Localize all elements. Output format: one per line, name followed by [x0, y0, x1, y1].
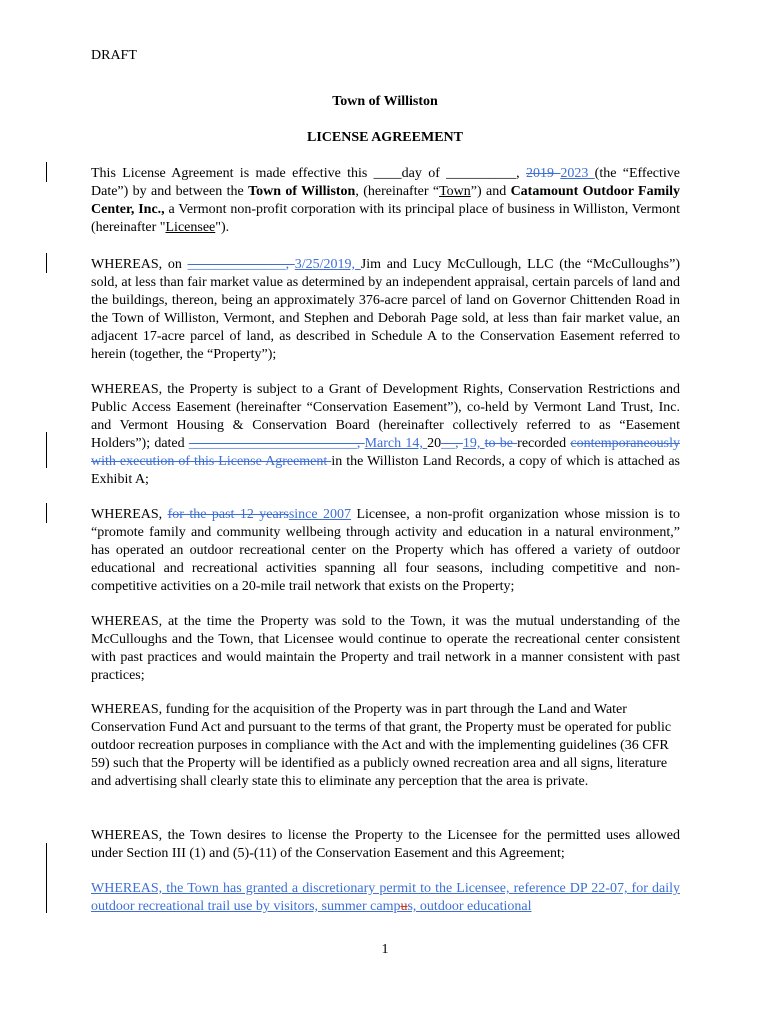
agreement-title: LICENSE AGREEMENT — [307, 130, 463, 145]
whereas-funding-paragraph: WHEREAS, funding for the acquisition of the Property was in part through the Land and Water Conservation Fund Act and pursuant to the terms of that grant, the Property must be operated for public outdoor recreation purposes in compliance with the Act and with the implementing guidelines (36 CFR 59) such that the Property will be identified as a publicly owned recreation area and all signs, literature and advertising shall clearly state this to eliminate any perception that the area is private. — [91, 702, 672, 789]
inserted-text: since 2007 — [288, 507, 352, 522]
deleted-text: to be — [484, 436, 518, 451]
change-bar — [46, 432, 47, 468]
page-number: 1 — [381, 942, 389, 957]
whereas-licensee-paragraph: WHEREAS, for the past 12 yearssince 2007 Licensee, a non-profit organization whose mission is to “promote family and community wellbeing through activity and education in a natural environment,” has operated an outdoor recreational center on the Property which has offered a variety of outdoor educational and recreational activities spanning all four seasons, including competitive and non-competitive activities on a 20-mile trail network that exists on the Property; — [91, 507, 680, 594]
town-heading: Town of Williston — [332, 94, 438, 109]
change-bar — [46, 253, 47, 273]
deleted-text: ________________________, — [188, 436, 365, 451]
intro-paragraph: This License Agreement is made effective this ____day of __________, 2019 2023 (the “Effective Date”) by and between the Town of Williston, (hereinafter “Town”) and Catamount Outdoor Family Center, Inc., a Vermont non-profit corporation with its principal place of business in Williston, Vermont (hereinafter "Licensee"). — [91, 166, 681, 235]
whereas-understanding-paragraph: WHEREAS, at the time the Property was sold to the Town, it was the mutual understanding of the McCulloughs and the Town, that Licensee would continue to operate the recreational center consistent with past practices and would maintain the Property and trail network in a manner consistent with past practices; — [91, 614, 680, 683]
deleted-text: __, — [441, 436, 463, 451]
deleted-text: 2019 — [526, 166, 561, 181]
inserted-text: 2023 — [560, 166, 595, 181]
draft-label: DRAFT — [91, 48, 137, 63]
whereas-easement-paragraph: WHEREAS, the Property is subject to a Grant of Development Rights, Conservation Restrictions and Public Access Easement (hereinafter “Conservation Easement”), co-held by Vermont Land Trust, Inc. and Vermont Housing & Conservation Board (hereinafter collectively referred to as “Easement Holders”); dated ________________________, March 14, 20__, 19, to be recorded contemporaneously with execution of this License Agreement in the Williston Land Records, a copy of which is attached as Exhibit A; — [91, 382, 681, 487]
deleted-text: u — [400, 899, 408, 914]
deleted-text: contemporaneously with execution of this License Agreement — [91, 436, 681, 469]
whereas-permit-paragraph: WHEREAS, the Town has granted a discretionary permit to the Licensee, reference DP 22-07, for daily outdoor recreational trail use by visitors, summer campus, outdoor educational — [91, 881, 680, 914]
inserted-text: 19, — [462, 436, 485, 451]
change-bar — [46, 503, 47, 523]
deleted-text: for the past 12 years — [167, 507, 289, 522]
whereas-license-paragraph: WHEREAS, the Town desires to license the Property to the Licensee for the permitted uses allowed under Section III (1) and (5)-(11) of the Conservation Easement and this Agreement; — [91, 828, 680, 861]
inserted-text: March 14, — [364, 436, 428, 451]
change-bar — [46, 162, 47, 182]
whereas-sale-paragraph: WHEREAS, on ______________, 3/25/2019, Jim and Lucy McCullough, LLC (the “McCulloughs”) sold, at less than fair market value as determined by an independent appraisal, certain parcels of land and the buildings, thereon, being an approximately 376-acre parcel of land on Governor Chittenden Road in the Town of Williston, Vermont, and Stephen and Deborah Page sold, at less than fair market value, an adjacent 17-acre parcel of land, as described in Schedule A to the Conservation Easement referred to herein (together, the “Property”); — [91, 257, 680, 362]
deleted-text: ______________, — [187, 257, 295, 272]
change-bar — [46, 843, 47, 913]
inserted-text: 3/25/2019, — [294, 257, 361, 272]
